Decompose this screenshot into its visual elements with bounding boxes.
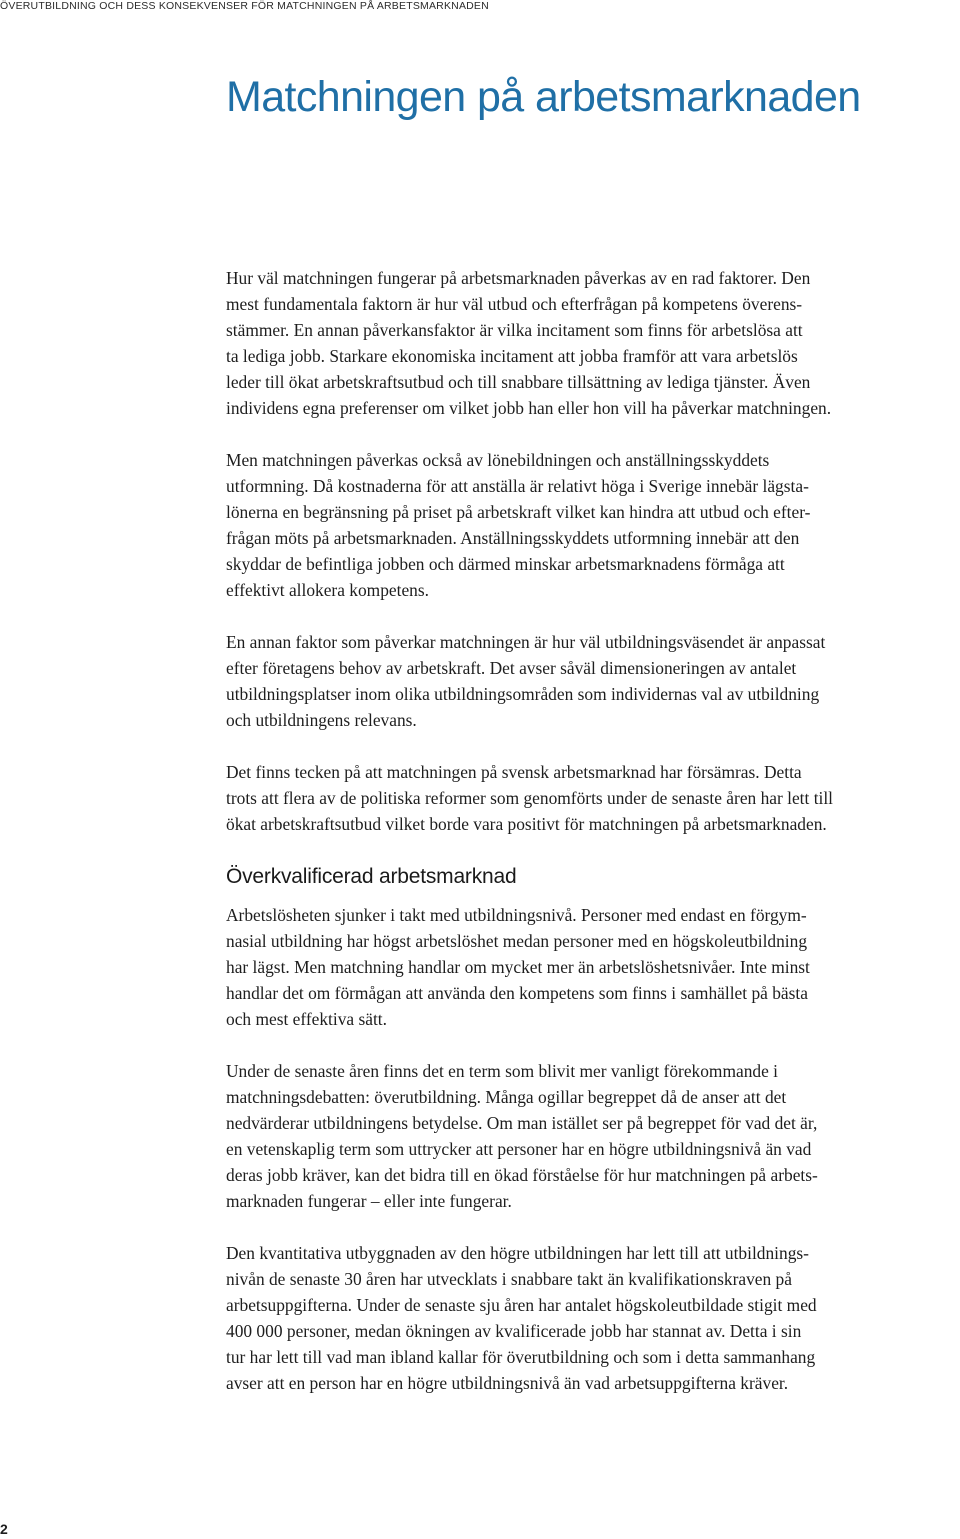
paragraph bbox=[226, 447, 956, 603]
section-paragraphs bbox=[226, 902, 956, 1396]
body-content bbox=[226, 265, 956, 1422]
text-line: effektivt allokera kompetens. bbox=[226, 580, 429, 600]
text-line: nivån de senaste 30 åren har utvecklats i snabbare takt än kvalifikationskraven på bbox=[226, 1269, 792, 1289]
text-line: deras jobb kräver, kan det bidra till en ökad förståelse för hur matchningen på arbets- bbox=[226, 1165, 818, 1185]
page-title: Matchningen på arbetsmarknaden bbox=[226, 73, 861, 121]
text-line: nasial utbildning har högst arbetslöshet medan personer med en högskoleutbildning bbox=[226, 931, 808, 951]
text-line: avser att en person har en högre utbildningsnivå än vad arbetsuppgifterna kräver. bbox=[226, 1373, 789, 1393]
text-line: En annan faktor som påverkar matchningen är hur väl utbildningsväsendet är anpassat bbox=[226, 632, 826, 652]
intro-paragraphs bbox=[226, 265, 956, 837]
page-number: 2 bbox=[0, 1521, 8, 1537]
text-line: Under de senaste åren finns det en term som blivit mer vanligt förekommande i bbox=[226, 1061, 778, 1081]
text-line: leder till ökat arbetskraftsutbud och till snabbare tillsättning av lediga tjänster. Även bbox=[226, 372, 811, 392]
paragraph bbox=[226, 1058, 956, 1214]
text-line: stämmer. En annan påverkansfaktor är vilka incitament som finns för arbetslösa att bbox=[226, 320, 803, 340]
text-line: efter företagens behov av arbetskraft. Det avser såväl dimensioneringen av antalet bbox=[226, 658, 797, 678]
text-line: ta lediga jobb. Starkare ekonomiska incitament att jobba framför att vara arbetslös bbox=[226, 346, 798, 366]
text-line: mest fundamentala faktorn är hur väl utbud och efterfrågan på kompetens överens- bbox=[226, 294, 803, 314]
section-heading: Överkvalificerad arbetsmarknad bbox=[226, 865, 517, 888]
text-line: arbetsuppgifterna. Under de senaste sju åren har antalet högskoleutbildade stigit med bbox=[226, 1295, 817, 1315]
text-line: Den kvantitativa utbyggnaden av den högre utbildningen har lett till att utbildnings- bbox=[226, 1243, 809, 1263]
text-line: lönerna en begränsning på priset på arbetskraft vilket kan hindra att utbud och efter- bbox=[226, 502, 811, 522]
text-line: 400 000 personer, medan ökningen av kvalificerade jobb har stannat av. Detta i sin bbox=[226, 1321, 802, 1341]
text-line: utformning. Då kostnaderna för att anställa är relativt höga i Sverige innebär lägsta- bbox=[226, 476, 809, 496]
text-line: en vetenskaplig term som uttrycker att personer har en högre utbildningsnivå än vad bbox=[226, 1139, 812, 1159]
paragraph bbox=[226, 265, 956, 421]
text-line: marknaden fungerar – eller inte fungerar. bbox=[226, 1191, 512, 1211]
text-line: ökat arbetskraftsutbud vilket borde vara positivt för matchningen på arbetsmarknaden. bbox=[226, 814, 827, 834]
text-line: Men matchningen påverkas också av lönebildningen och anställningsskyddets bbox=[226, 450, 770, 470]
text-line: har lägst. Men matchning handlar om mycket mer än arbetslöshetsnivåer. Inte minst bbox=[226, 957, 810, 977]
running-header: ÖVERUTBILDNING OCH DESS KONSEKVENSER FÖR MATCHNINGEN PÅ ARBETSMARKNADEN bbox=[0, 0, 489, 12]
text-line: frågan möts på arbetsmarknaden. Anställningsskyddets utformning innebär att den bbox=[226, 528, 800, 548]
text-line: individens egna preferenser om vilket jobb han eller hon vill ha påverkar matchningen. bbox=[226, 398, 832, 418]
paragraph bbox=[226, 1240, 956, 1396]
text-line: Hur väl matchningen fungerar på arbetsmarknaden påverkas av en rad faktorer. Den bbox=[226, 268, 811, 288]
text-line: nedvärderar utbildningens betydelse. Om man istället ser på begreppet för vad det är, bbox=[226, 1113, 818, 1133]
text-line: matchningsdebatten: överutbildning. Många ogillar begreppet då de anser att det bbox=[226, 1087, 787, 1107]
text-line: Det finns tecken på att matchningen på svensk arbetsmarknad har försämras. Detta bbox=[226, 762, 802, 782]
text-line: tur har lett till vad man ibland kallar för överutbildning och som i detta sammanhang bbox=[226, 1347, 816, 1367]
text-line: utbildningsplatser inom olika utbildningsområden som individernas val av utbildning bbox=[226, 684, 820, 704]
text-line: Arbetslösheten sjunker i takt med utbildningsnivå. Personer med endast en förgym- bbox=[226, 905, 807, 925]
text-line: handlar det om förmågan att använda den kompetens som finns i samhället på bästa bbox=[226, 983, 808, 1003]
text-line: och mest effektiva sätt. bbox=[226, 1009, 387, 1029]
paragraph bbox=[226, 759, 956, 837]
paragraph bbox=[226, 629, 956, 733]
text-line: skyddar de befintliga jobben och därmed minskar arbetsmarknadens förmåga att bbox=[226, 554, 785, 574]
paragraph bbox=[226, 902, 956, 1032]
text-line: trots att flera av de politiska reformer som genomförts under de senaste åren har lett till bbox=[226, 788, 834, 808]
text-line: och utbildningens relevans. bbox=[226, 710, 417, 730]
